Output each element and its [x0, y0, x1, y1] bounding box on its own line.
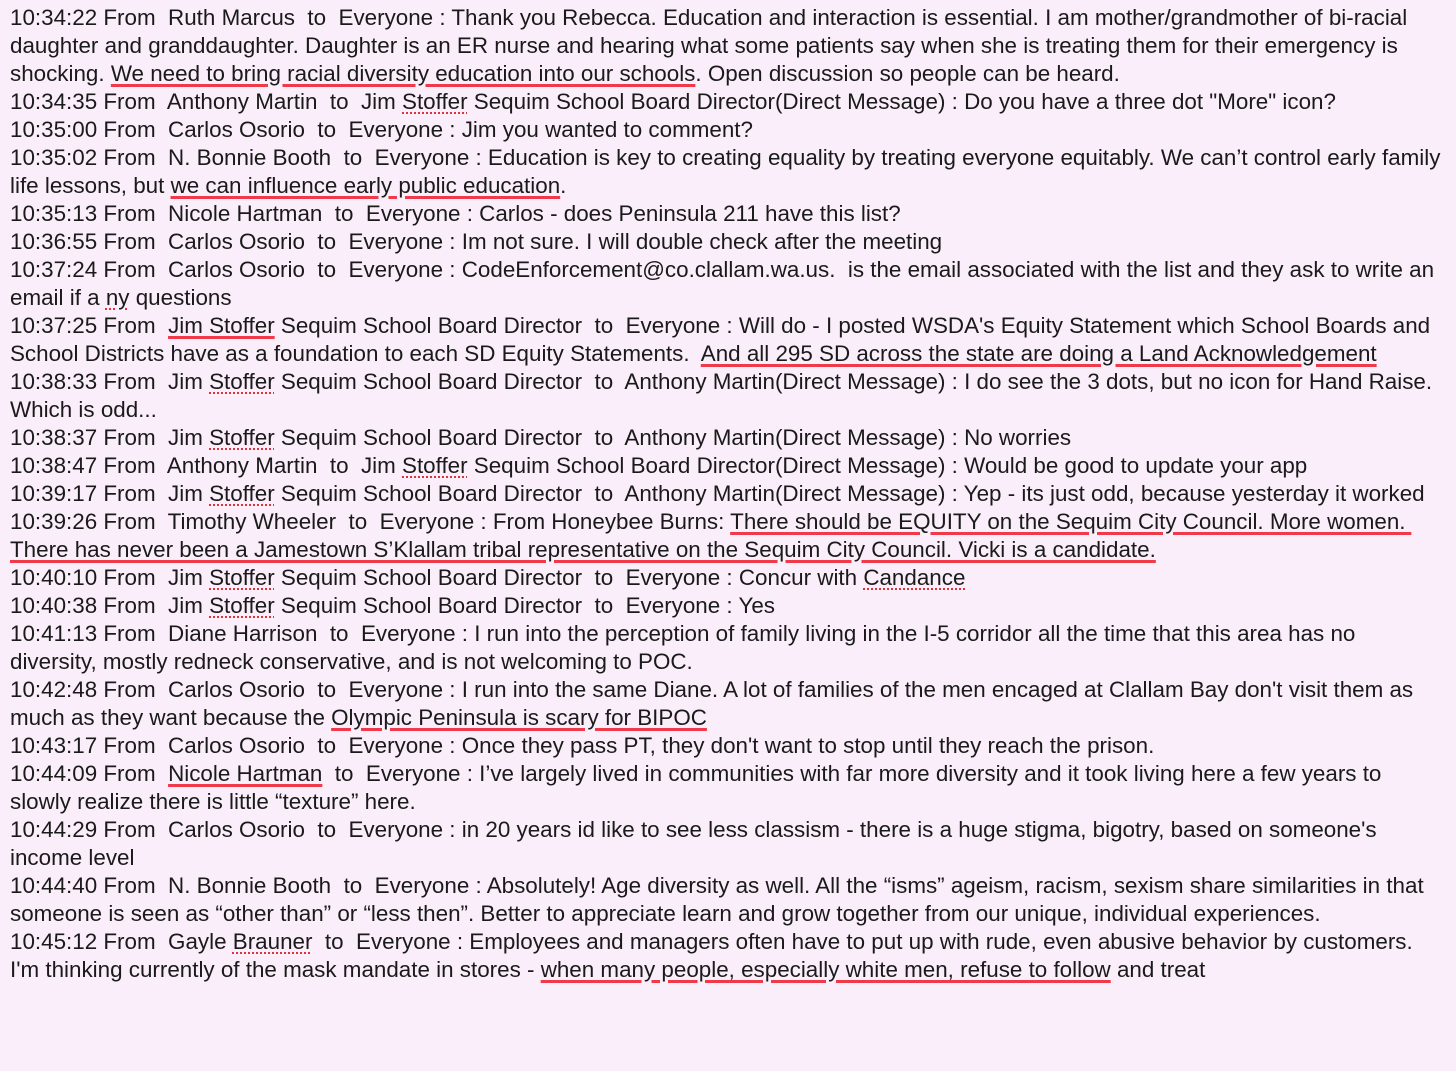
message-text: Sequim School Board Director to Everyone : Yes [274, 593, 775, 618]
message-text: and treat [1110, 957, 1206, 982]
message-text: 10:38:37 From Jim [10, 425, 210, 450]
highlighted-text: Olympic Peninsula is scary for BIPOC [331, 705, 707, 730]
chat-message [10, 816, 1446, 872]
message-text: 10:43:17 From Carlos Osorio to Everyone : Once they pass PT, they don't want to stop until they reach the prison. [10, 733, 1155, 758]
chat-message [10, 116, 1446, 144]
spellcheck-word: Stoffer [209, 481, 275, 506]
message-text: Sequim School Board Director to Anthony Martin(Direct Message) : No worries [274, 425, 1072, 450]
chat-message [10, 872, 1446, 928]
message-text: 10:37:25 From [10, 313, 169, 338]
chat-message [10, 592, 1446, 620]
message-text: 10:37:24 From Carlos Osorio to Everyone : CodeEnforcement@co.clallam.wa.us. is the email associated with the list and they ask to write an email if a [10, 257, 1441, 310]
message-text: Sequim School Board Director(Direct Message) : Do you have a three dot "More" icon? [467, 89, 1336, 114]
message-text: to Everyone : I’ve largely lived in communities with far more diversity and it took living here a few years to slowly realize there is little “texture” here. [10, 761, 1388, 814]
message-text: . Open discussion so people can be heard. [695, 61, 1120, 86]
chat-message [10, 760, 1446, 816]
message-text: 10:38:47 From Anthony Martin to Jim [10, 453, 403, 478]
message-text: Sequim School Board Director to Everyone : Concur with [274, 565, 864, 590]
message-text: 10:39:17 From Jim [10, 481, 210, 506]
chat-message [10, 508, 1446, 564]
message-text: 10:35:02 From N. Bonnie Booth to Everyone : Education is key to creating equality by treating everyone equitably. We can’t control early family life lessons, but [10, 145, 1447, 198]
message-text: 10:35:13 From Nicole Hartman to Everyone : Carlos - does Peninsula 211 have this list? [10, 201, 901, 226]
chat-message [10, 200, 1446, 228]
message-text: 10:41:13 From Diane Harrison to Everyone : I run into the perception of family living in the I-5 corridor all the time that this area has no diversity, mostly redneck conservative, and is not welcoming to POC. [10, 621, 1362, 674]
message-text: 10:40:38 From Jim [10, 593, 210, 618]
chat-message [10, 480, 1446, 508]
spellcheck-word: Stoffer [209, 369, 275, 394]
message-text: 10:38:33 From Jim [10, 369, 210, 394]
spellcheck-word: Stoffer [402, 89, 468, 114]
spellcheck-word: Candance [863, 565, 966, 590]
chat-message [10, 928, 1446, 984]
message-text: 10:39:26 From Timothy Wheeler to Everyone : From Honeybee Burns: [10, 509, 731, 534]
spellcheck-word: Stoffer [209, 565, 275, 590]
chat-message [10, 88, 1446, 116]
chat-message [10, 228, 1446, 256]
message-text: Sequim School Board Director to Everyone : Will do - I posted WSDA's Equity Statement which School Boards and School Districts have as a foundation to each SD Equity Statements. [10, 313, 1437, 366]
highlighted-text: And all 295 SD across the state are doing a Land Acknowledgement [700, 341, 1377, 366]
highlighted-text: Nicole Hartman [168, 761, 323, 786]
message-text: 10:44:29 From Carlos Osorio to Everyone : in 20 years id like to see less classism - there is a huge stigma, bigotry, based on someone's income level [10, 817, 1383, 870]
message-text: 10:44:09 From [10, 761, 169, 786]
highlighted-text: when many people, especially white men, refuse to follow [540, 957, 1111, 982]
message-text: questions [129, 285, 232, 310]
message-text: 10:34:35 From Anthony Martin to Jim [10, 89, 403, 114]
spellcheck-word: Stoffer [209, 425, 275, 450]
spellcheck-word: Brauner [232, 929, 313, 954]
chat-message [10, 4, 1446, 88]
chat-message [10, 144, 1446, 200]
message-text: Sequim School Board Director to Anthony Martin(Direct Message) : I do see the 3 dots, but no icon for Hand Raise. Which is odd... [10, 369, 1445, 422]
chat-message [10, 368, 1446, 424]
message-text: 10:36:55 From Carlos Osorio to Everyone : Im not sure. I will double check after the meeting [10, 229, 943, 254]
spellcheck-word: ny [105, 285, 130, 310]
message-text: 10:35:00 From Carlos Osorio to Everyone : Jim you wanted to comment? [10, 117, 753, 142]
chat-message [10, 256, 1446, 312]
highlighted-text: We need to bring racial diversity education into our schools [110, 61, 696, 86]
chat-message [10, 732, 1446, 760]
chat-message [10, 676, 1446, 732]
message-text: . [560, 173, 567, 198]
message-text: 10:34:22 From Ruth Marcus to Everyone : Thank you Rebecca. Education and interaction is essential. I am mother/grandmother of bi-racial daughter and granddaughter. Daughter is an ER nurse and hearing what some patients say when she is treating them for their emergency is shocking. [10, 5, 1414, 86]
message-text: 10:40:10 From Jim [10, 565, 210, 590]
message-text: 10:42:48 From Carlos Osorio to Everyone : I run into the same Diane. A lot of families of the men encaged at Clallam Bay don't visit them as much as they want because the [10, 677, 1420, 730]
chat-message [10, 312, 1446, 368]
chat-message [10, 620, 1446, 676]
message-text: to Everyone : Employees and managers often have to put up with rude, even abusive behavior by customers. I'm thinking currently of the mask mandate in stores - [10, 929, 1419, 982]
spellcheck-word: Stoffer [402, 453, 468, 478]
chat-message [10, 424, 1446, 452]
message-text: 10:44:40 From N. Bonnie Booth to Everyone : Absolutely! Age diversity as well. All the “isms” ageism, racism, sexism share similarities in that someone is seen as “other than” or “less then”. Better to appreciate learn and grow together from our unique, individual experiences. [10, 873, 1430, 926]
chat-message [10, 452, 1446, 480]
highlighted-text: Jim Stoffer [168, 313, 275, 338]
message-text: 10:45:12 From Gayle [10, 929, 233, 954]
message-text: Sequim School Board Director to Anthony Martin(Direct Message) : Yep - its just odd, because yesterday it worked [274, 481, 1425, 506]
chat-message [10, 564, 1446, 592]
highlighted-text: There should be EQUITY on the Sequim City Council. More women. There has never been a Jamestown S’Klallam tribal representative on the Sequim City Council. Vicki is a candidate. [10, 509, 1412, 562]
message-text: Sequim School Board Director(Direct Message) : Would be good to update your app [467, 453, 1308, 478]
highlighted-text: we can influence early public education [170, 173, 561, 198]
spellcheck-word: Stoffer [209, 593, 275, 618]
